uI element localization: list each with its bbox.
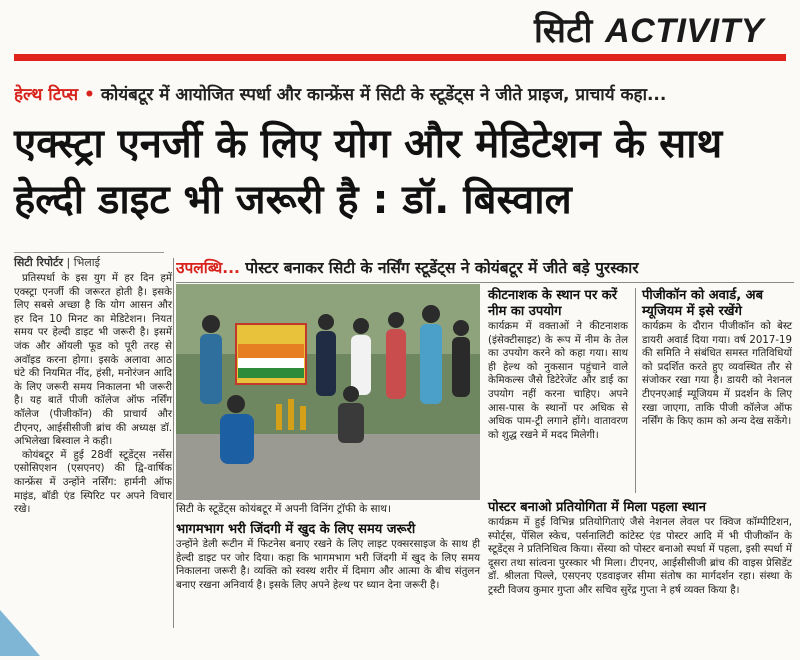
masthead-rule — [14, 54, 786, 61]
section-title — [534, 6, 764, 52]
kicker-label: हेल्थ टिप्स — [14, 85, 79, 105]
page-curl-shape — [0, 600, 40, 656]
busy-life-section — [176, 522, 480, 592]
poster-section — [488, 500, 792, 598]
neem-body: कार्यक्रम में वक्ताओं ने कीटनाशक (इंसेक्टीसाइट) के रूप में नीम के तेल का उपयोग करने को कहा गया। साथ ही हेल्थ को नुकसान पहुंचाने वाले केमिकल्स जैसे डिटेरेजेंट और डाई का उपयोग नहीं करना चाहिए। अपने आस-पास के स्थानों पर अधिक से अधिक पाम-ट्री लगाने होंगे। वातावरण को शुद्ध रखने में मदद मिलेगी। — [488, 321, 628, 441]
section-title-prefix: सिटी — [534, 11, 593, 51]
kicker-text: कोयंबटूर में आयोजित स्पर्धा और कान्फ्रेंस में सिटी के स्टूडेंट्स ने जीते प्राइज, प्राचार्य कहा... — [100, 85, 667, 105]
award-section — [642, 288, 792, 429]
award-body: कार्यक्रम के दौरान पीजीकॉन को बेस्ट डायरी अवार्ड दिया गया। वर्ष 2017-19 की समिति ने संबंधित समस्त गतिविधियों को प्रदर्शित करते हुए व्यवस्थित तौर से संजोकर रखा गया है। डायरी को नेशनल टीएनएआई म्यूजियम में प्रदर्शन के लिए रखा जाएगा, ताकि पीजी कॉलेज ऑफ नर्सिंग के किए काम को अन्य देख सकेंगे। — [642, 321, 792, 428]
award-heading: पीजीकॉन को अवार्ड, अब म्यूजियम में इसे रखेंगे — [642, 288, 764, 319]
byline-place: भिलाई — [73, 256, 101, 269]
left-paragraph-1: प्रतिस्पर्धा के इस युग में हर दिन हमें एक्स्ट्रा एनर्जी की जरूरत होती है। इसके लिए सबसे अच्छा है कि योग आसन और हर दिन 10 मिनट का मेडिटेशन। नियत समय पर हेल्दी डाइट भी जरूरी है। इसमें जंक और ऑयली फूड को पूरी तरह से अवॉइड करना होगा। इसके अलावा आठ घंटे की नियमित नींद, हंसी, मनोरंजन आदि के लिए जरूरी समय निकालना भी जरूरी है। यह बातें पीजी कॉलेज ऑफ नर्सिंग कॉलेज (पीजीकॉन) की प्राचार्य और टीएनए, आईसीसीजी ब्रांच की अध्यक्ष डॉ. अभिलेखा बिस्वाल ने कही। — [14, 273, 172, 448]
neem-section — [488, 288, 628, 442]
busy-life-heading: भागमभाग भरी जिंदगी में खुद के लिए समय जरूरी — [176, 522, 416, 537]
section-title-suffix: ACTIVITY — [605, 12, 764, 50]
byline — [14, 252, 164, 270]
byline-reporter: सिटी रिपोर्टर — [14, 256, 63, 269]
left-paragraph-2: कोयंबटूर में हुई 28वीं स्टूडेंट्स नर्सेस एसोसिएशन (एसएनए) की द्वि-वार्षिक कान्फ्रेंस में उन्होंने नर्सिंग: हार्मनी ऑफ माइंड, बॉडी एंड स्पिरिट पर अपने विचार रखे। — [14, 449, 172, 516]
byline-separator: | — [66, 256, 71, 269]
left-column — [14, 272, 172, 517]
busy-life-body: उन्होंने डेली रूटीन में फिटनेस बनाए रखने के लिए लाइट एक्सरसाइज के साथ ही हेल्दी डाइट पर जोर दिया। कहा कि भागमभाग भरी जिंदगी में खुद के लिए समय निकालना जरूरी है। व्यक्ति को स्वस्थ शरीर में दिमाग और आत्मा के बीच संतुलन बनाए रखना अनिवार्य है। इसके लिए अपने हेल्थ पर ध्यान देना जरूरी है। — [176, 539, 480, 591]
poster-body: कार्यक्रम में हुई विभिन्न प्रतियोगिताएं जैसे नेशनल लेवल पर क्विज कॉम्पीटिशन, स्पोर्ट्स, पेंसिल स्केच, पर्सनालिटी कांटेस्ट एंड पोस्टर आदि में भी पीजीकॉन के स्टूडेंट्स ने प्रतिनिधित्व किया। सेंस्या को पोस्टर बनाओ स्पर्धा में पहला, इसी स्पर्धा में दूसरा तथा सांत्वना पुरस्कार भी मिला। टीएनए, आईसीसीजी ब्रांच की वाइस प्रेसिडेंट डॉ. श्रीलता पिल्ले, एसएनए एडवाइजर सीमा संतोष का मार्गदर्शन रहा। संस्था के ट्रस्टी विजय कुमार गुप्ता और सचिव सुरेंद्र गुप्ता ने हर्ष व्यक्त किया है। — [488, 517, 792, 596]
mid-column-divider — [635, 288, 636, 493]
headline: एक्स्ट्रा एनर्जी के लिए योग और मेडिटेशन के साथ हेल्दी डाइट भी जरूरी है : डॉ. बिस्वाल — [14, 121, 723, 223]
kicker-bullet: • — [84, 85, 95, 105]
masthead — [0, 0, 800, 62]
group-photo — [176, 284, 480, 500]
achievement-text: पोस्टर बनाकर सिटी के नर्सिंग स्टूडेंट्स ने कोयंबटूर में जीते बड़े पुरस्कार — [245, 259, 639, 277]
achievement-strap — [176, 256, 794, 283]
neem-heading: कीटनाशक के स्थान पर करें नीम का उपयोग — [488, 288, 618, 319]
group-photo-illustration — [176, 284, 480, 500]
poster-heading: पोस्टर बनाओ प्रतियोगिता में मिला पहला स्थान — [488, 500, 706, 515]
column-divider — [173, 258, 174, 628]
achievement-label: उपलब्धि... — [176, 259, 240, 277]
kicker — [14, 82, 794, 105]
page-curl — [0, 600, 40, 656]
photo-caption: सिटी के स्टूडेंट्स कोयंबटूर में अपनी विनिंग ट्रॉफी के साथ। — [176, 503, 391, 515]
